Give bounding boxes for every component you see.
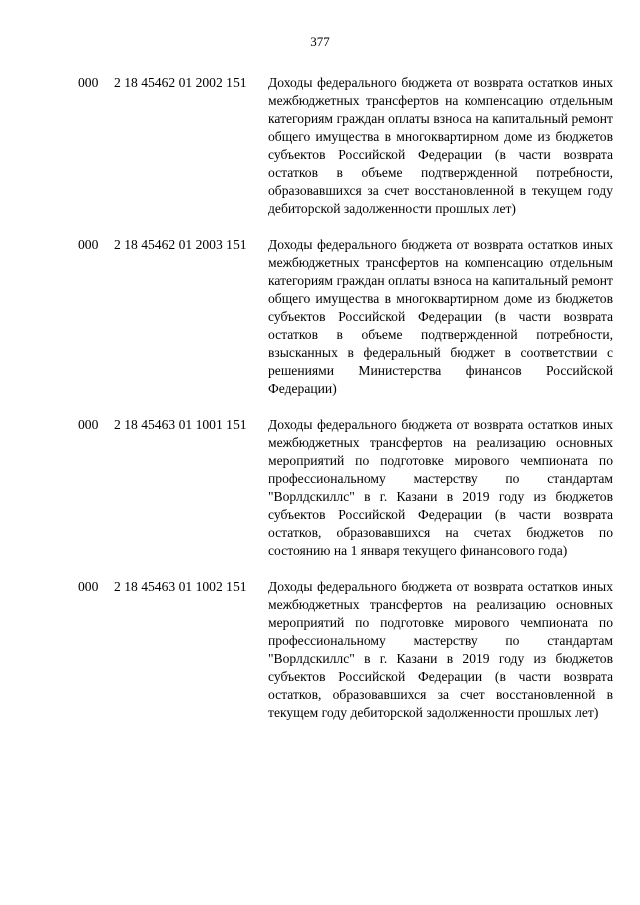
page-number: 377 bbox=[310, 34, 330, 49]
list-item bbox=[78, 236, 613, 398]
admin-code: 000 bbox=[78, 75, 99, 90]
income-description: Доходы федерального бюджета от возврата остатков иных межбюджетных трансфертов на реализацию основных мероприятий по подготовке мирового чемпионата по профессиональному мастерству по стандартам "Ворлдскиллс" в г. Казани в 2019 году из бюджетов субъектов Российской Федерации (в части возврата остатков, образовавшихся за счет восстановленной в текущем году дебиторской задолженности прошлых лет) bbox=[268, 579, 613, 720]
income-description: Доходы федерального бюджета от возврата остатков иных межбюджетных трансфертов на компенсацию отдельным категориям граждан оплаты взноса на капитальный ремонт общего имущества в многоквартирном доме из бюджетов субъектов Российской Федерации (в части возврата остатков в объеме подтвержденной потребности, образовавшихся за счет восстановленной в текущем году дебиторской задолженности прошлых лет) bbox=[268, 75, 613, 216]
admin-code: 000 bbox=[78, 417, 99, 432]
list-item bbox=[78, 578, 613, 722]
budget-classification-code: 2 18 45463 01 1001 151 bbox=[114, 417, 247, 432]
budget-classification-code: 2 18 45462 01 2003 151 bbox=[114, 237, 247, 252]
budget-classification-code: 2 18 45462 01 2002 151 bbox=[114, 75, 247, 90]
list-item bbox=[78, 416, 613, 560]
income-description: Доходы федерального бюджета от возврата остатков иных межбюджетных трансфертов на компенсацию отдельным категориям граждан оплаты взноса на капитальный ремонт общего имущества в многоквартирном доме из бюджетов субъектов Российской Федерации (в части возврата остатков в объеме подтвержденной потребности, взысканных в федеральный бюджет в соответствии с решениями Министерства финансов Российской Федерации) bbox=[268, 237, 613, 396]
budget-code-list bbox=[78, 74, 613, 740]
budget-classification-code: 2 18 45463 01 1002 151 bbox=[114, 579, 247, 594]
list-item bbox=[78, 74, 613, 218]
income-description: Доходы федерального бюджета от возврата остатков иных межбюджетных трансфертов на реализацию основных мероприятий по подготовке мирового чемпионата по профессиональному мастерству по стандартам "Ворлдскиллс" в г. Казани в 2019 году из бюджетов субъектов Российской Федерации (в части возврата остатков, образовавшихся на счетах бюджетов по состоянию на 1 января текущего финансового года) bbox=[268, 417, 613, 558]
admin-code: 000 bbox=[78, 579, 99, 594]
admin-code: 000 bbox=[78, 237, 99, 252]
